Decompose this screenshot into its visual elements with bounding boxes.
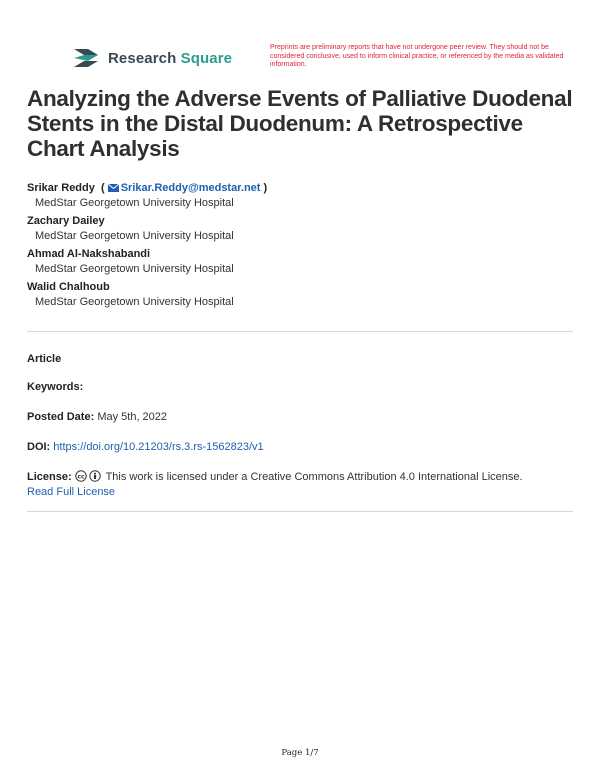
attribution-icon	[89, 470, 101, 482]
author-email: Srikar.Reddy@medstar.net	[120, 182, 261, 194]
article-type: Article	[27, 353, 62, 365]
author-entry	[27, 280, 577, 310]
posted-date-row	[27, 410, 577, 425]
keywords-label: Keywords:	[27, 381, 84, 393]
logo-word-square: Square	[180, 49, 233, 67]
license-row	[27, 470, 577, 500]
license-text: This work is licensed under a Creative Commons Attribution 4.0 International License.	[105, 471, 523, 483]
creative-commons-icon	[75, 470, 87, 482]
preprint-notice: Preprints are preliminary reports that have not undergone peer review. They should not be considered conclusive, used to inform clinical practice, or referenced by the media as validated information.	[270, 44, 564, 68]
author-name: Zachary Dailey	[27, 215, 105, 227]
read-full-license-link[interactable]: Read Full License	[27, 486, 116, 498]
logo-word-research: Research	[108, 49, 177, 67]
doi-label: DOI:	[27, 441, 51, 453]
license-label: License:	[27, 471, 72, 483]
divider-bottom	[27, 511, 573, 512]
doi-row	[27, 440, 577, 455]
author-affiliation: MedStar Georgetown University Hospital	[35, 296, 234, 308]
envelope-icon	[108, 184, 119, 192]
research-square-logo[interactable]	[74, 47, 232, 69]
author-email-link[interactable]	[108, 182, 264, 194]
page-number: Page 1/7	[281, 748, 319, 758]
author-name: Srikar Reddy	[27, 182, 95, 194]
author-list	[27, 181, 577, 313]
author-entry	[27, 214, 577, 244]
doi-link[interactable]: https://doi.org/10.21203/rs.3.rs-1562823/v1	[53, 441, 264, 453]
author-name: Ahmad Al-Nakshabandi	[27, 248, 151, 260]
author-entry: Srikar Reddy ( Srikar.Reddy@medstar.net ) MedStar Georgetown University Hospital	[27, 181, 577, 211]
posted-date-value: May 5th, 2022	[97, 411, 168, 423]
author-affiliation: MedStar Georgetown University Hospital	[35, 263, 234, 275]
author-affiliation: MedStar Georgetown University Hospital	[35, 197, 234, 209]
author-entry	[27, 247, 577, 277]
research-square-logo-icon	[74, 47, 100, 69]
posted-date-label: Posted Date:	[27, 411, 95, 423]
author-affiliation: MedStar Georgetown University Hospital	[35, 230, 234, 242]
divider-top	[27, 331, 573, 332]
keywords-row	[27, 380, 577, 395]
author-name: Walid Chalhoub	[27, 281, 110, 293]
svg-text:cc: cc	[77, 473, 85, 481]
paper-title: Analyzing the Adverse Events of Palliative Duodenal Stents in the Distal Duodenum: A Retrospective Chart Analysis	[27, 86, 573, 161]
page-header	[0, 0, 600, 84]
